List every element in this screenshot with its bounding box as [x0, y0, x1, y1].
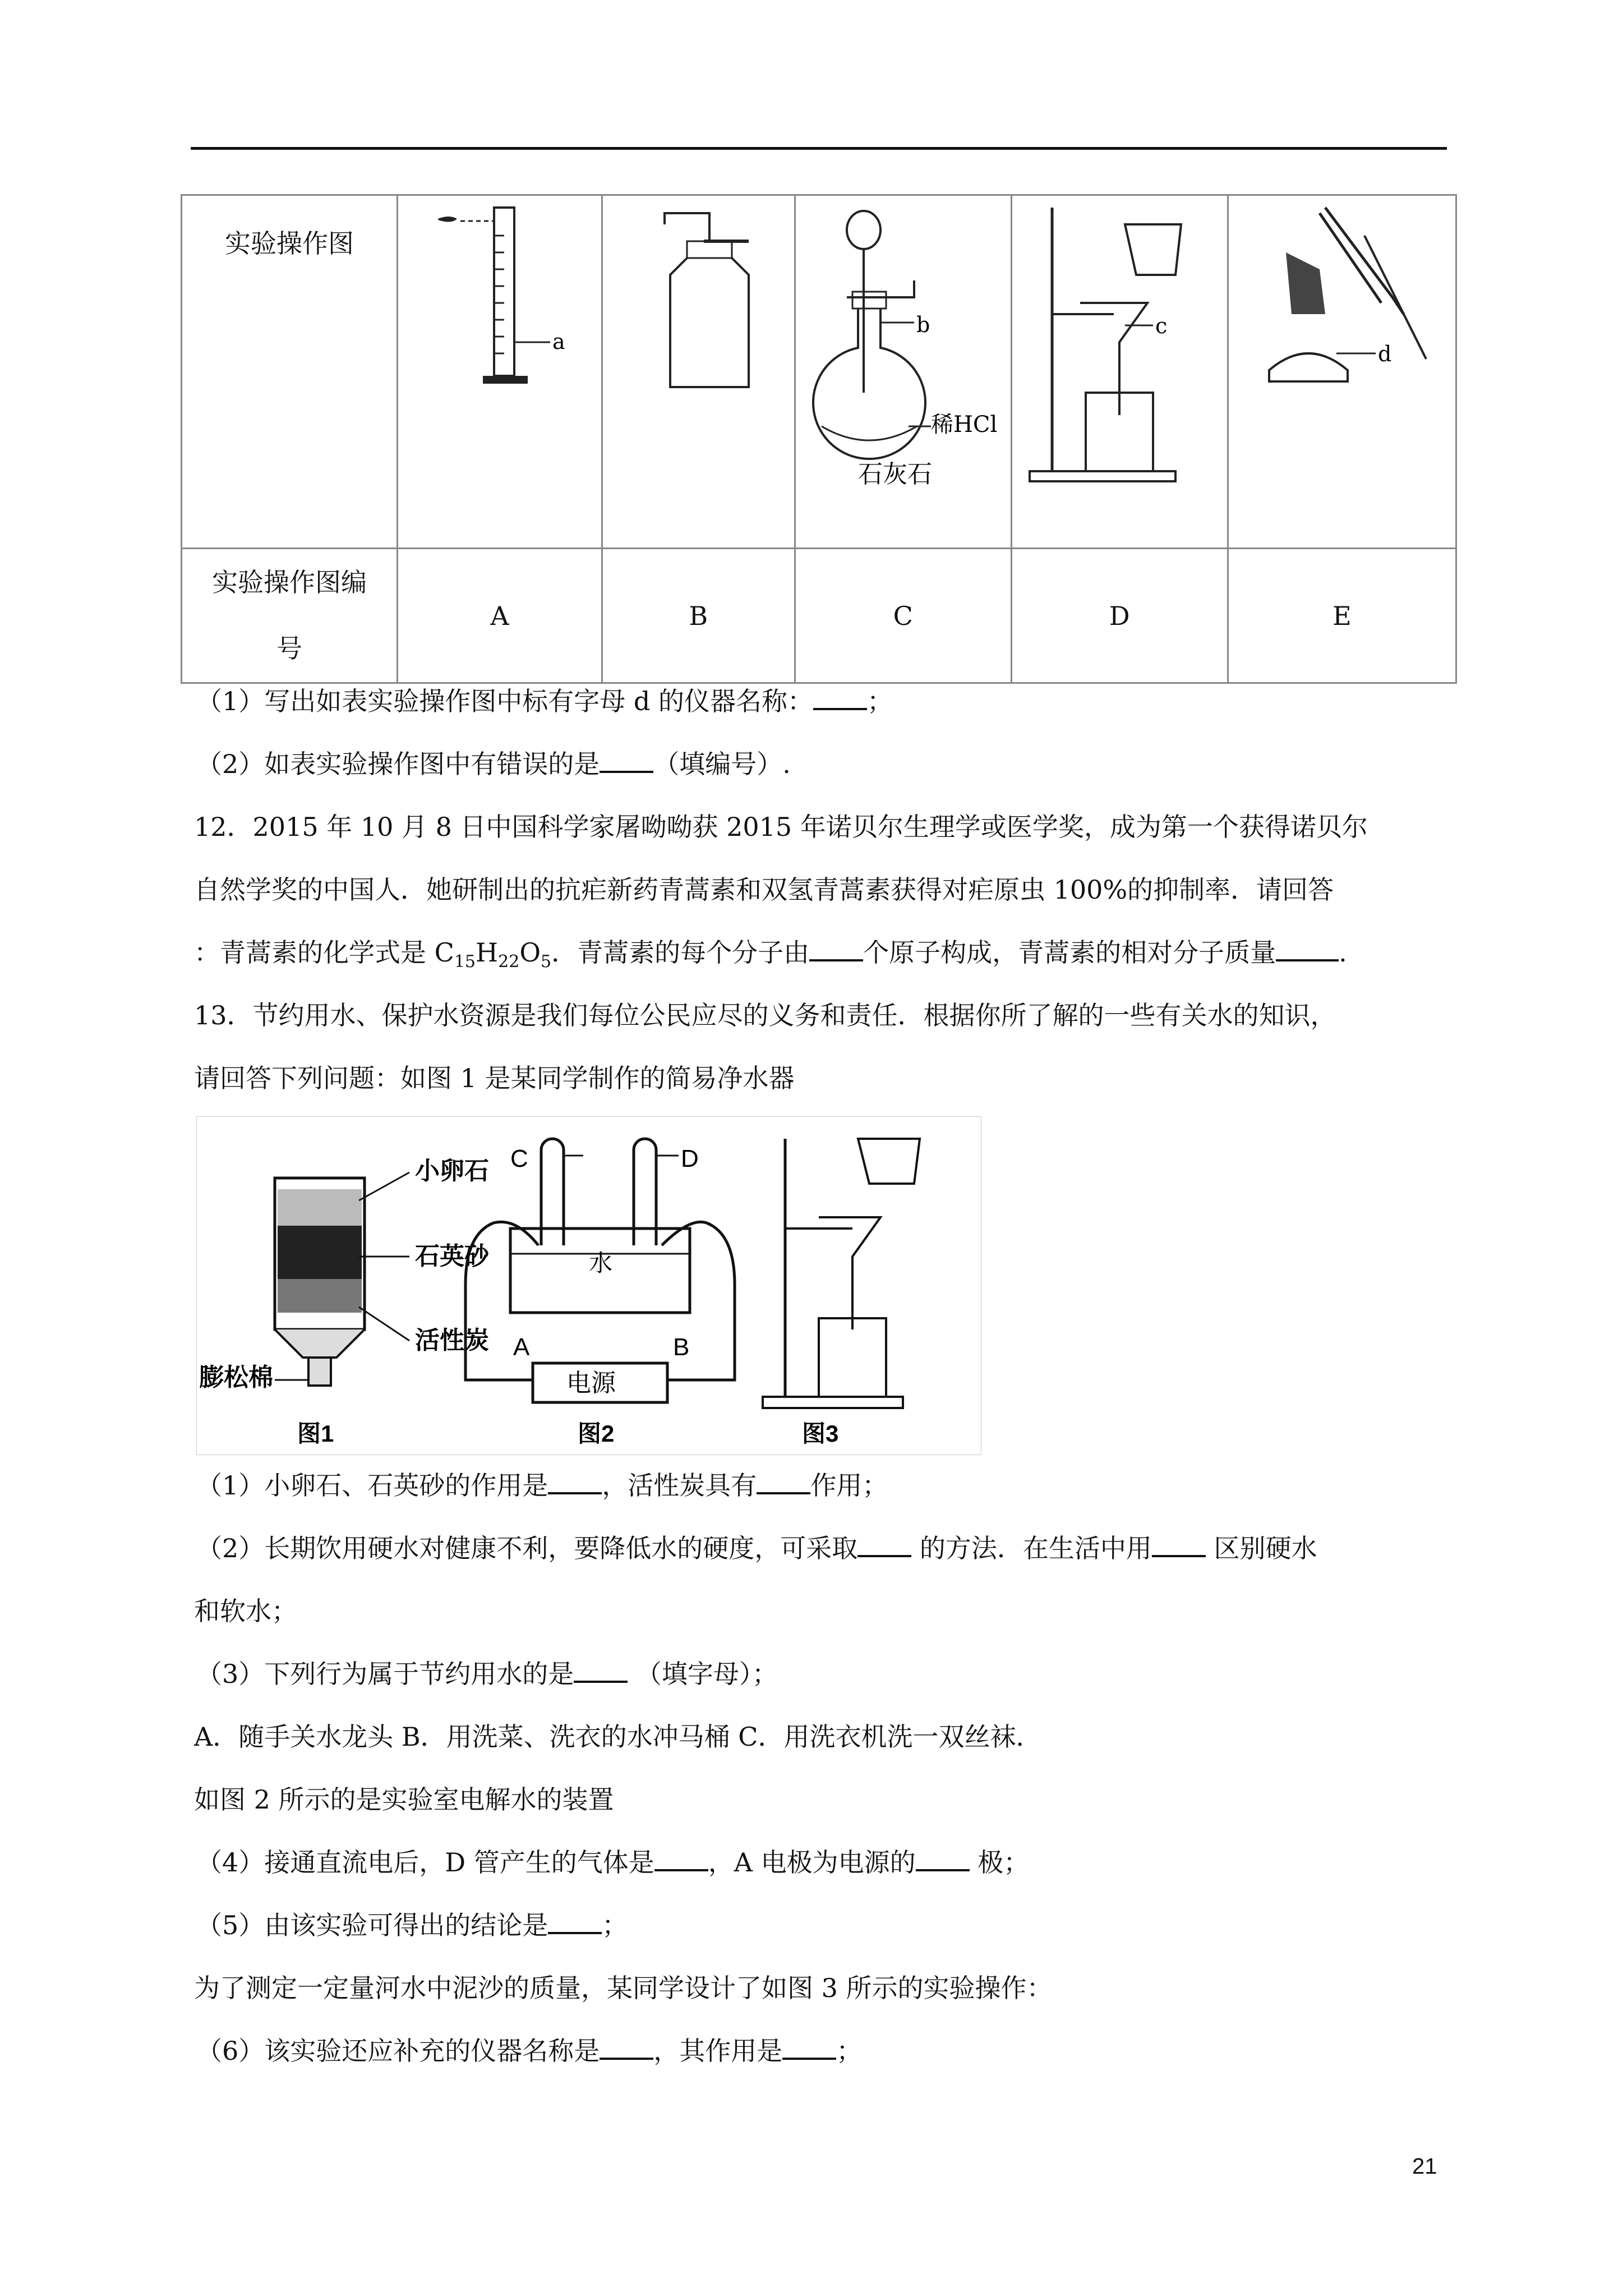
- label-cotton: 膨松棉: [199, 1364, 273, 1391]
- label-limestone: 石灰石: [858, 460, 933, 489]
- heating-diagram: [1235, 202, 1449, 404]
- label-electrode-b: B: [673, 1333, 690, 1361]
- diagram-a-cell: [398, 195, 602, 549]
- answer-blank[interactable]: [809, 937, 863, 961]
- col-label-b: B: [602, 549, 795, 683]
- q13-part2-cont: 和软水；: [194, 1596, 297, 1626]
- label-pebble: 小卵石: [415, 1157, 489, 1185]
- q13-part2: （2）长期饮用硬水对健康不利，要降低水的硬度，可采取 的方法．在生活中用 区别硬水: [196, 1533, 1317, 1563]
- answer-blank[interactable]: [654, 1847, 708, 1871]
- label-electrode-a: A: [513, 1333, 530, 1361]
- q13-part1: （1）小卵石、石英砂的作用是 ，活性炭具有 作用；: [196, 1470, 888, 1501]
- answer-blank[interactable]: [857, 1533, 911, 1557]
- col-label-e: E: [1228, 549, 1456, 683]
- answer-blank[interactable]: [1152, 1533, 1206, 1557]
- diagram-c-cell: [795, 195, 1011, 549]
- q13-fig2-intro: 如图 2 所示的是实验室电解水的装置: [194, 1784, 614, 1815]
- label-carbon: 活性炭: [415, 1327, 489, 1354]
- q13-line2: 请回答下列问题：如图 1 是某同学制作的简易净水器: [194, 1063, 795, 1093]
- label-fig1: 图1: [297, 1420, 334, 1447]
- page-number: 21: [1412, 2154, 1437, 2179]
- experiment-table: [181, 194, 1457, 684]
- q13-part3: （3）下列行为属于节约用水的是 （填字母）；: [196, 1659, 778, 1689]
- q11-part1: （1）写出如表实验操作图中标有字母 d 的仪器名称： ；: [196, 686, 893, 716]
- label-dilute-hcl: 稀HCl: [931, 412, 998, 438]
- row-header-diagram: 实验操作图: [182, 195, 398, 549]
- label-d: d: [1377, 342, 1392, 366]
- label-a: a: [552, 329, 565, 354]
- answer-blank[interactable]: [1276, 937, 1339, 961]
- q13-fig3-intro: 为了测定一定量河水中泥沙的质量，某同学设计了如图 3 所示的实验操作：: [194, 1973, 1053, 2003]
- answer-blank[interactable]: [813, 685, 867, 710]
- answer-blank[interactable]: [548, 1910, 602, 1934]
- q13-part4: （4）接通直流电后，D 管产生的气体是 ，A 电极为电源的 极；: [196, 1847, 1030, 1878]
- q11-part2: （2）如表实验操作图中有错误的是 （填编号）.: [196, 749, 791, 779]
- q13-part6: （6）该实验还应补充的仪器名称是 ，其作用是 ；: [196, 2036, 863, 2066]
- answer-blank[interactable]: [548, 1470, 602, 1494]
- q13-part5: （5）由该实验可得出的结论是 ；: [196, 1910, 628, 1940]
- col-label-d: D: [1011, 549, 1228, 683]
- answer-blank[interactable]: [916, 1847, 970, 1871]
- diagram-e-cell: [1228, 195, 1456, 549]
- label-fig2: 图2: [578, 1420, 615, 1447]
- filtration-diagram: [1018, 202, 1220, 494]
- row-header-number: 实验操作图编 号: [182, 549, 398, 683]
- q13-line1: 13．节约用水、保护水资源是我们每位公民应尽的义务和责任．根据你所了解的一些有关水的知识，: [194, 1000, 1336, 1030]
- q12-line1: 12．2015 年 10 月 8 日中国科学家屠呦呦获 2015 年诺贝尔生理学或医学奖，成为第一个获得诺贝尔: [194, 812, 1368, 842]
- diagram-b-cell: [602, 195, 795, 549]
- col-label-c: C: [795, 549, 1011, 683]
- answer-blank[interactable]: [600, 2035, 653, 2060]
- answer-blank[interactable]: [757, 1470, 810, 1494]
- answer-blank[interactable]: [574, 1658, 628, 1683]
- label-c: c: [1155, 314, 1168, 338]
- label-power: 电源: [566, 1369, 616, 1397]
- label-fig3: 图3: [802, 1420, 839, 1447]
- label-b: b: [916, 312, 930, 337]
- flask-diagram: [802, 208, 1004, 522]
- gas-bottle-diagram: [608, 202, 788, 404]
- label-tube-d: D: [681, 1145, 699, 1172]
- col-label-a: A: [398, 549, 602, 683]
- label-tube-c: C: [510, 1145, 528, 1172]
- graduated-cylinder-diagram: [404, 202, 595, 404]
- diagram-d-cell: [1011, 195, 1228, 549]
- header-rule: [191, 147, 1447, 150]
- q12-line3: ：青蒿素的化学式是 $C_{15}H_{22}O_5$．青蒿素的每个分子由 个原子构成，青蒿素的相对分子质量 .: [194, 937, 1347, 972]
- answer-blank[interactable]: [600, 748, 653, 773]
- label-quartz: 石英砂: [415, 1243, 489, 1270]
- label-water: 水: [589, 1250, 613, 1276]
- q12-line2: 自然学奖的中国人．她研制出的抗疟新药青蒿素和双氢青蒿素获得对疟原虫 100%的抑制率．请回答: [194, 875, 1334, 905]
- answer-blank[interactable]: [782, 2035, 836, 2060]
- water-experiment-figure: [196, 1116, 981, 1455]
- q13-part3-options: A．随手关水龙头 B．用洗菜、洗衣的水冲马桶 C．用洗衣机洗一双丝袜．: [194, 1722, 1042, 1752]
